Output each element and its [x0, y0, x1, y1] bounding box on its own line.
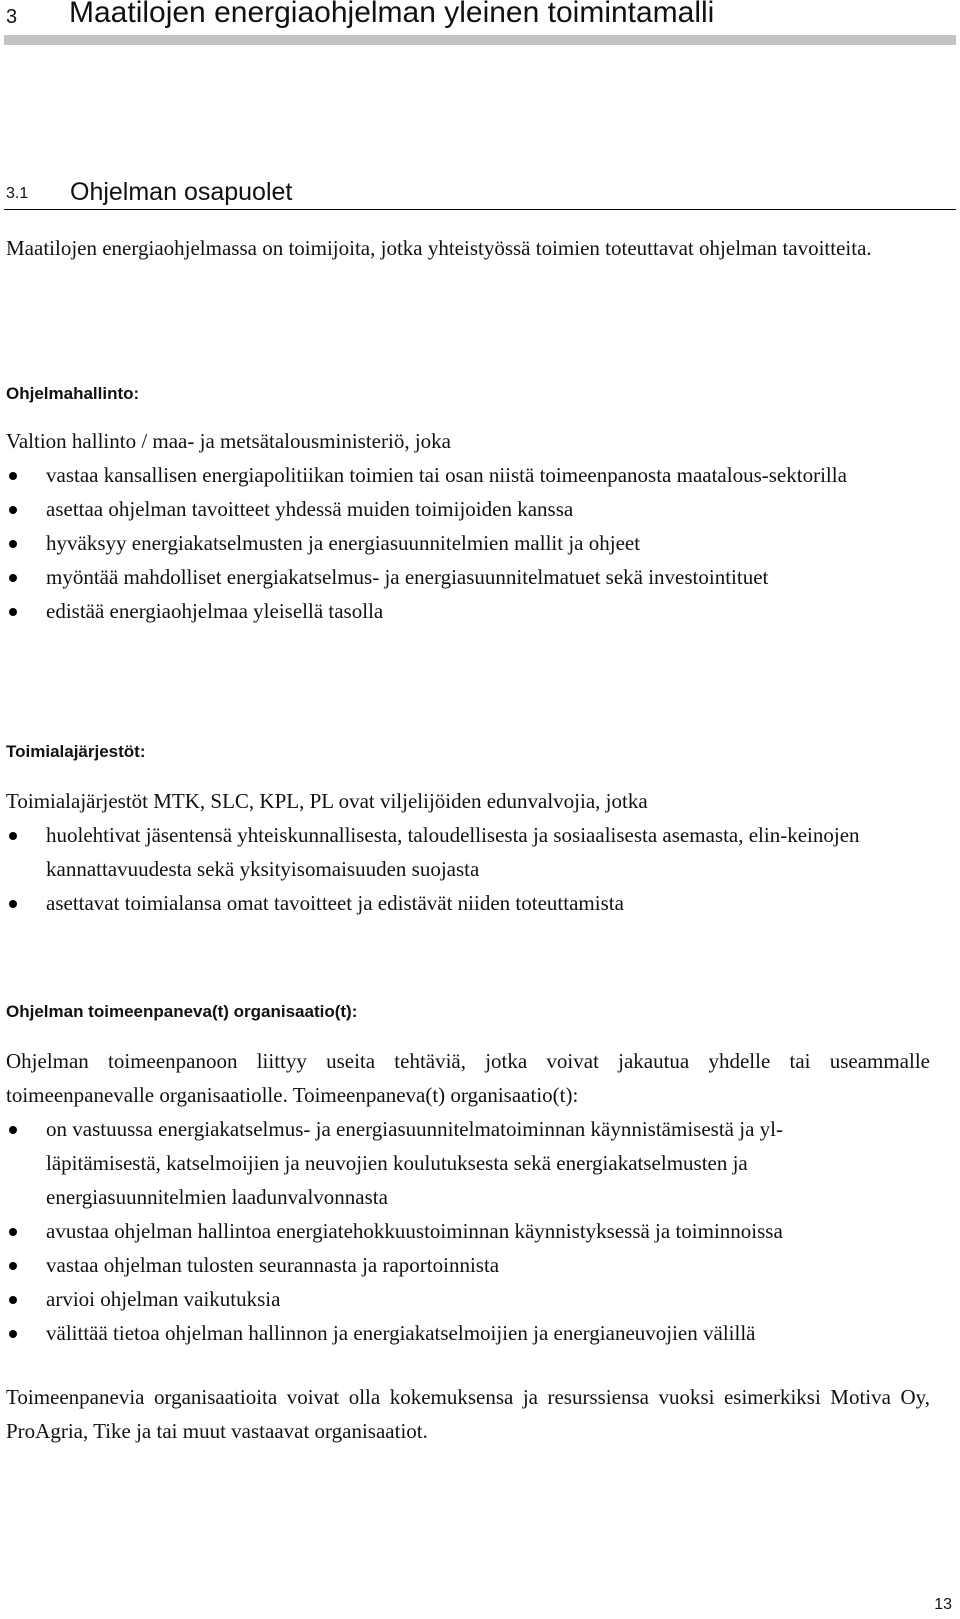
list-item: arvioi ohjelman vaikutuksia — [6, 1282, 896, 1316]
toimeenpaneva-list — [6, 1112, 896, 1350]
toimeenpaneva-heading: Ohjelman toimeenpaneva(t) organisaatio(t): — [6, 1002, 358, 1021]
list-item: asettaa ohjelman tavoitteet yhdessä muiden toimijoiden kanssa — [6, 492, 896, 526]
section-title: Ohjelman osapuolet — [70, 178, 293, 206]
toimialajarjestot-list — [6, 818, 896, 920]
ohjelmahallinto-lead: Valtion hallinto / maa- ja metsätalousministeriö, joka — [6, 429, 451, 453]
section-underline — [4, 209, 956, 210]
chapter-underline-bar — [4, 35, 956, 45]
toimialajarjestot-heading: Toimialajärjestöt: — [6, 742, 146, 761]
list-item: välittää tietoa ohjelman hallinnon ja energiakatselmoijien ja energianeuvojien välillä — [6, 1316, 896, 1350]
ohjelmahallinto-heading: Ohjelmahallinto: — [6, 384, 140, 403]
closing-paragraph: Toimeenpanevia organisaatioita voivat olla kokemuksensa ja resurssiensa vuoksi esimerkiksi Motiva Oy, ProAgria, Tike ja tai muut vastaavat organisaatiot. — [6, 1385, 930, 1443]
list-item: edistää energiaohjelmaa yleisellä tasolla — [6, 594, 896, 628]
chapter-title: Maatilojen energiaohjelman yleinen toimintamalli — [69, 0, 715, 29]
list-item: vastaa kansallisen energiapolitiikan toimien tai osan niistä toimeenpanosta maatalous-sektorilla — [6, 458, 896, 492]
section-number: 3.1 — [6, 185, 29, 202]
toimialajarjestot-lead: Toimialajärjestöt MTK, SLC, KPL, PL ovat viljelijöiden edunvalvojia, jotka — [6, 789, 648, 813]
list-item: avustaa ohjelman hallintoa energiatehokkuustoiminnan käynnistyksessä ja toiminnoissa — [6, 1214, 896, 1248]
list-item: asettavat toimialansa omat tavoitteet ja edistävät niiden toteuttamista — [6, 886, 896, 920]
list-item: myöntää mahdolliset energiakatselmus- ja energiasuunnitelmatuet sekä investointituet — [6, 560, 896, 594]
ohjelmahallinto-list — [6, 458, 896, 628]
list-item: huolehtivat jäsentensä yhteiskunnallisesta, taloudellisesta ja sosiaalisesta asemasta, elin-keinojen kannattavuudesta sekä yksityisomaisuuden suojasta — [6, 818, 896, 886]
intro-paragraph: Maatilojen energiaohjelmassa on toimijoita, jotka yhteistyössä toimien toteuttavat ohjelman tavoitteita. — [6, 236, 872, 260]
toimeenpaneva-lead: Ohjelman toimeenpanoon liittyy useita tehtäviä, jotka voivat jakautua yhdelle tai useammalle toimeenpanevalle organisaatiolle. Toimeenpaneva(t) organisaatio(t): — [6, 1049, 930, 1107]
list-item: hyväksyy energiakatselmusten ja energiasuunnitelmien mallit ja ohjeet — [6, 526, 896, 560]
page-number: 13 — [934, 1596, 952, 1613]
list-item: vastaa ohjelman tulosten seurannasta ja raportoinnista — [6, 1248, 896, 1282]
list-item: on vastuussa energiakatselmus- ja energiasuunnitelmatoiminnan käynnistämisestä ja yl-läpitämisestä, katselmoijien ja neuvojien koulutuksesta sekä energiakatselmusten ja energiasuunnitelmien laadunvalvonnasta — [6, 1112, 896, 1214]
chapter-number: 3 — [6, 6, 18, 28]
